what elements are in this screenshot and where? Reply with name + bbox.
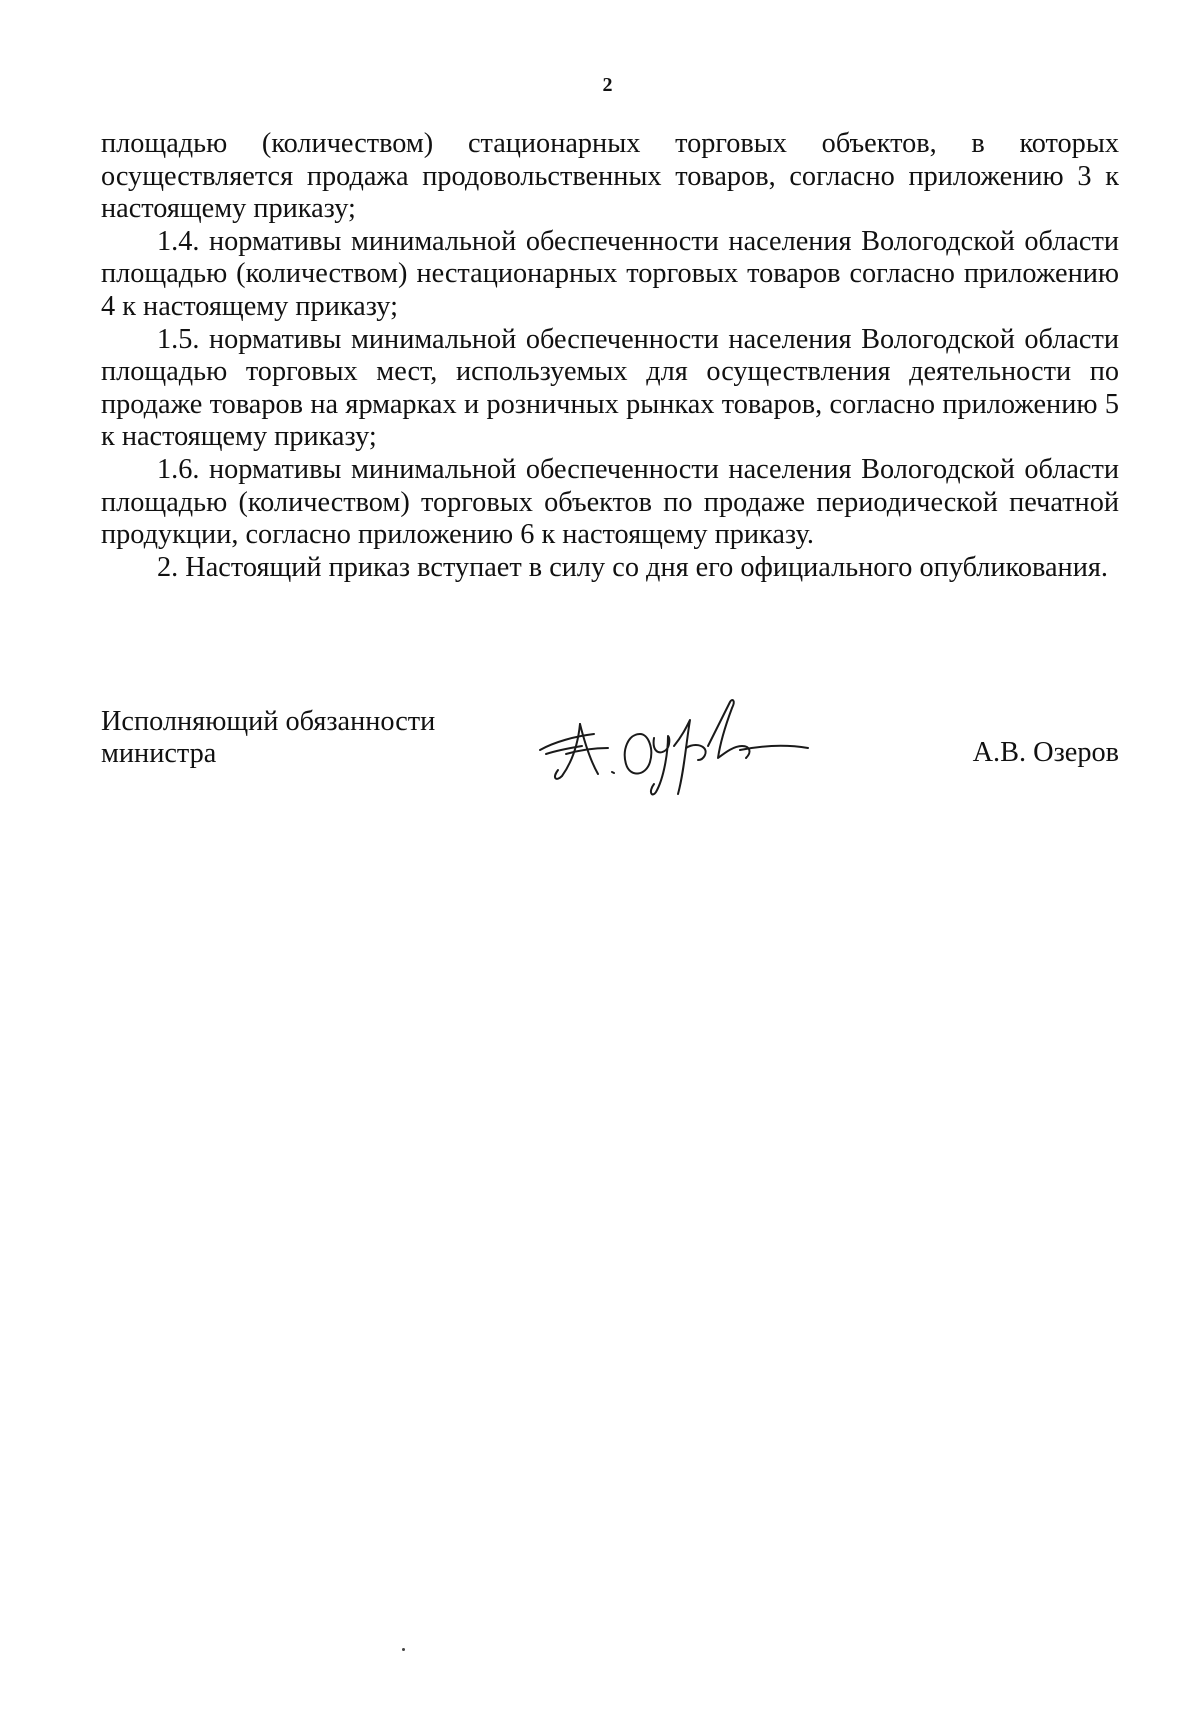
document-body [101,128,1119,584]
signer-title-line-2: министра [101,738,217,769]
signer-title-line-1: Исполняющий обязанности [101,706,436,737]
scan-speck [402,1648,405,1651]
paragraph-item-1-4: 1.4. нормативы минимальной обеспеченности населения Вологодской области площадью (количеством) нестационарных торговых товаров согласно приложению 4 к настоящему приказу; [101,225,1119,322]
page-number: 2 [602,74,613,96]
handwritten-signature [536,688,836,798]
signer-title [101,706,461,770]
paragraph-continuation: площадью (количеством) стационарных торговых объектов, в которых осуществляется продажа продовольственных товаров, согласно приложению 3 к настоящему приказу; [101,128,1119,225]
signature-block [101,706,1119,816]
paragraph-item-1-6: 1.6. нормативы минимальной обеспеченности населения Вологодской области площадью (количеством) торговых объектов по продаже периодической печатной продукции, согласно приложению 6 к настоящему приказу. [101,453,1119,551]
paragraph-item-1-5: 1.5. нормативы минимальной обеспеченности населения Вологодской области площадью торговых мест, используемых для осуществления деятельности по продаже товаров на ярмарках и розничных рынках товаров, согласно приложению 5 к настоящему приказу; [101,323,1119,453]
paragraph-item-2: 2. Настоящий приказ вступает в силу со дня его официального опубликования. [157,551,1108,583]
signer-name: А.В. Озеров [972,737,1119,768]
